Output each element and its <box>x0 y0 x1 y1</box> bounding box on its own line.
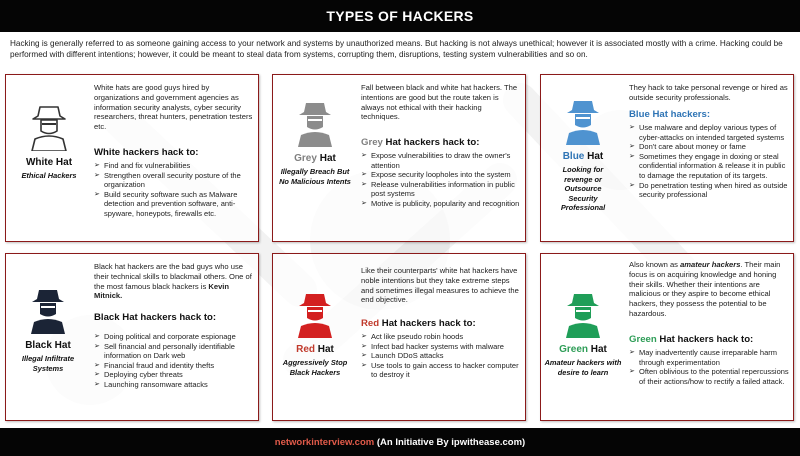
hack-title: Blue Hat hackers: <box>629 109 711 120</box>
hacker-icon <box>28 288 68 334</box>
hack-title: Black Hat hackers hack to: <box>94 312 217 323</box>
list-item: ➢ Deploying cyber threats <box>94 370 256 380</box>
list-item: ➢ Use tools to gain access to hacker computer to destroy it <box>361 361 523 380</box>
list-item: ➢ Do penetration testing when hired as outside security professional <box>629 181 791 200</box>
hat-name: Red Hat <box>296 344 334 355</box>
list-item: ➢ Often oblivious to the potential repercussions of their actions/how to rectify a failed attack. <box>629 367 791 386</box>
blue-hat-card <box>540 74 794 242</box>
list-item: ➢ Sometimes they engage in doxing or steal confidential information & release it in public to damage the reputation of its targets. <box>629 152 791 181</box>
footer-initiative: (An Initiative By ipwithease.com) <box>374 436 526 448</box>
hat-name: White Hat <box>25 157 73 168</box>
footer-site-link[interactable]: networkinterview.com <box>274 436 375 448</box>
list-item: ➢ Doing political and corporate espionage <box>94 332 256 342</box>
hack-list <box>361 332 523 380</box>
hat-description: Fall between black and white hat hackers. The intentions are good but the route taken is always not ethical with their hacking techniques. <box>361 83 518 122</box>
hack-title: White hackers hack to: <box>94 147 199 158</box>
hacker-icon <box>295 101 335 147</box>
black-hat-card <box>5 253 259 421</box>
list-item: ➢ Expose vulnerabilities to draw the owner's attention <box>361 151 523 170</box>
hat-name: Grey Hat <box>294 153 336 164</box>
hat-subtitle: Illegally Breach But No Malicious Intents <box>279 167 351 186</box>
hack-list <box>94 161 256 219</box>
list-item: ➢ Build security software such as Malware detection and prevention software, anti-spyware, honeypots, firewalls etc. <box>94 190 256 219</box>
hat-description: Also known as amateur hackers. Their main focus is on acquiring knowledge and honing their skills. Whether their intentions are malicious or they aspire to become ethical hackers, they possess the potential to be hazardous. <box>629 260 781 318</box>
list-item: ➢ Find and fix vulnerabilities <box>94 161 256 171</box>
hacker-icon <box>29 105 69 151</box>
hat-name: Green Hat <box>559 344 607 355</box>
hack-title: Red Hat hackers hack to: <box>361 318 476 329</box>
hat-description: White hats are good guys hired by organizations and government agencies as information security analysts, cyber security researchers, threat hunters, penetration testers etc. <box>94 83 253 132</box>
hat-subtitle: Ethical Hackers <box>21 171 77 180</box>
hacker-icon <box>295 292 335 338</box>
hat-description: They hack to take personal revenge or hired as outside security professionals. <box>629 83 788 102</box>
list-item: ➢ Financial fraud and identity thefts <box>94 361 256 371</box>
list-item: ➢ Don't care about money or fame <box>629 142 791 152</box>
hat-subtitle: Illegal Infiltrate Systems <box>21 354 75 373</box>
hat-subtitle: Looking for revenge or Outsource Security Professional <box>560 165 606 212</box>
hat-subtitle: Amateur hackers with desire to learn <box>544 358 622 377</box>
white-hat-card <box>5 74 259 242</box>
hat-description: Black hat hackers are the bad guys who use their technical skills to blackmail others. One of the most famous black hackers is Kevin Mitnick. <box>94 262 252 301</box>
list-item: ➢ Launching ransomware attacks <box>94 380 256 390</box>
footer <box>0 428 800 456</box>
red-hat-card <box>272 253 526 421</box>
hat-description: Like their counterparts' white hat hackers have noble intentions but they take extreme steps and sometimes illegal measures to achieve the end objective. <box>361 266 519 305</box>
hacker-icon <box>563 99 603 145</box>
hack-list <box>94 332 256 390</box>
list-item: ➢ Motive is publicity, popularity and recognition <box>361 199 523 209</box>
hack-list <box>629 348 791 386</box>
grey-hat-card <box>272 74 526 242</box>
page-title: TYPES OF HACKERS <box>0 0 800 32</box>
list-item: ➢ Strengthen overall security posture of the organization <box>94 171 256 190</box>
list-item: ➢ Infect bad hacker systems with malware <box>361 342 523 352</box>
list-item: ➢ Release vulnerabilities information in public post systems <box>361 180 523 199</box>
list-item: ➢ Act like pseudo robin hoods <box>361 332 523 342</box>
hat-name: Blue Hat <box>562 151 604 162</box>
hack-list <box>629 123 791 200</box>
hack-title: Green Hat hackers hack to: <box>629 334 754 345</box>
hacker-icon <box>563 292 603 338</box>
hat-subtitle: Aggressively Stop Black Hackers <box>282 358 348 377</box>
green-hat-card <box>540 253 794 421</box>
list-item: ➢ Expose security loopholes into the system <box>361 170 523 180</box>
list-item: ➢ Launch DDoS attacks <box>361 351 523 361</box>
list-item: ➢ May inadvertently cause irreparable harm through experimentation <box>629 348 791 367</box>
hack-list <box>361 151 523 209</box>
list-item: ➢ Use malware and deploy various types of cyber-attacks on intended targeted systems <box>629 123 791 142</box>
list-item: ➢ Sell financial and personally identifiable information on Dark web <box>94 342 256 361</box>
hack-title: Grey Hat hackers hack to: <box>361 137 480 148</box>
intro-text: Hacking is generally referred to as someone gaining access to your network and systems by unauthorized means. But hacking is not always unethical; however it is associated mostly with a crime. Hacking could be performed with different intentions; however, it could be meant to steal data from systems, corrupting them, disruptions, testing system vulnerabilities and so on. <box>10 39 783 59</box>
hat-name: Black Hat <box>25 340 71 351</box>
